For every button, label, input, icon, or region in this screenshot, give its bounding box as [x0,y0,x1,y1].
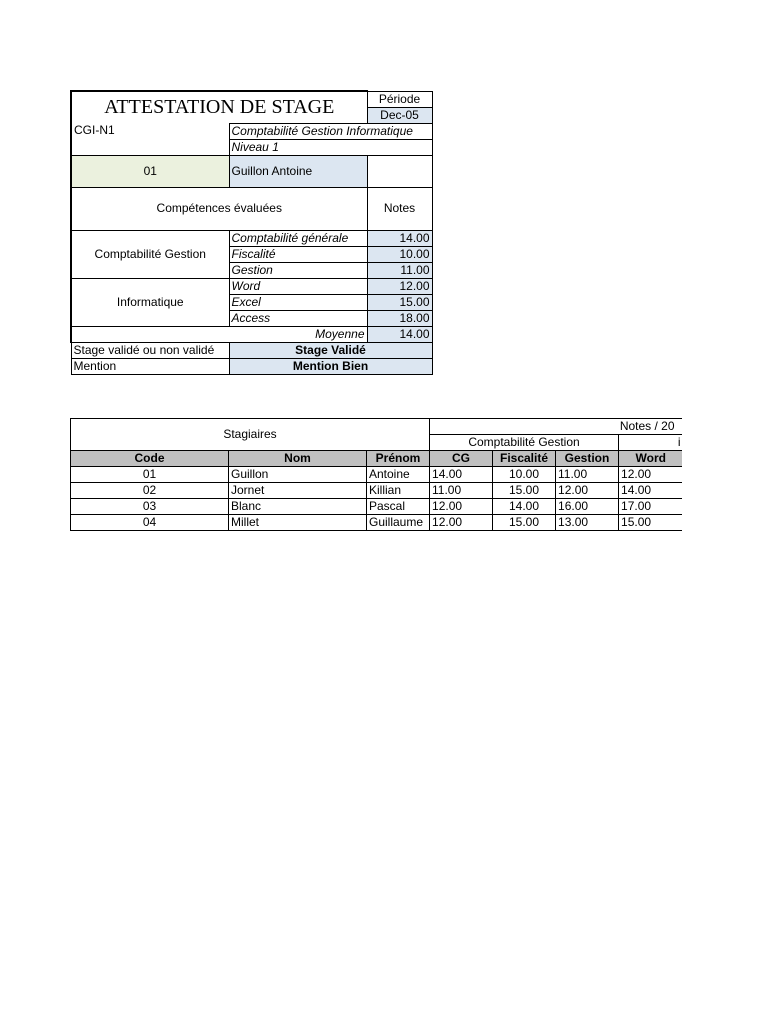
cell-note[interactable]: 15.00 [619,515,682,531]
table-row [71,499,683,515]
competence-label: Comptabilité générale [229,230,367,246]
cell-prenom[interactable]: Guillaume [367,515,430,531]
cell-note[interactable]: 15.00 [493,483,556,499]
cell-prenom[interactable]: Antoine [367,467,430,483]
cell-note[interactable]: 14.00 [493,499,556,515]
moyenne-label: Moyenne [71,326,367,342]
periode-value: Dec-05 [367,107,432,123]
cell-code[interactable]: 02 [71,483,229,499]
code-classe: CGI-N1 [71,123,229,155]
mention-value: Mention Bien [229,358,432,374]
competence-note: 12.00 [367,278,432,294]
stage-label: Stage validé ou non validé [71,342,229,358]
group-name: Comptabilité Gestion [71,230,229,278]
notes-sur-20-header: Notes / 20 [430,419,682,435]
competences-header: Compétences évaluées [71,187,367,230]
cell-note[interactable]: 14.00 [430,467,493,483]
periode-label: Période [367,91,432,107]
cell-note[interactable]: 14.00 [619,483,682,499]
mention-label: Mention [71,358,229,374]
cell-note[interactable]: 12.00 [430,499,493,515]
competence-note: 14.00 [367,230,432,246]
competence-label: Gestion [229,262,367,278]
competence-note: 10.00 [367,246,432,262]
notes-header: Notes [367,187,432,230]
table-row [71,515,683,531]
stagiaire-code: 01 [71,155,229,187]
attestation-title: ATTESTATION DE STAGE [71,91,367,123]
competence-note: 15.00 [367,294,432,310]
table-row [71,467,683,483]
cell-code[interactable]: 03 [71,499,229,515]
cell-note[interactable]: 10.00 [493,467,556,483]
column-header[interactable]: Gestion [556,451,619,467]
column-header[interactable]: Code [71,451,229,467]
cell-note[interactable]: 11.00 [556,467,619,483]
cell-nom[interactable]: Jornet [229,483,367,499]
stagiaire-nom: Guillon Antoine [229,155,367,187]
moyenne-value: 14.00 [367,326,432,342]
cell-prenom[interactable]: Killian [367,483,430,499]
niveau-label: Niveau 1 [229,139,432,155]
cell-nom[interactable]: Millet [229,515,367,531]
cell-nom[interactable]: Guillon [229,467,367,483]
cell-note[interactable]: 15.00 [493,515,556,531]
group-info-header: i [619,435,682,451]
column-header[interactable]: Fiscalité [493,451,556,467]
group-cg-header: Comptabilité Gestion [430,435,619,451]
column-header[interactable]: Prénom [367,451,430,467]
cell-note[interactable]: 12.00 [556,483,619,499]
column-header[interactable]: Nom [229,451,367,467]
competence-label: Word [229,278,367,294]
cell-note[interactable]: 13.00 [556,515,619,531]
cell-prenom[interactable]: Pascal [367,499,430,515]
cell-code[interactable]: 01 [71,467,229,483]
column-header[interactable]: CG [430,451,493,467]
cell-note[interactable]: 16.00 [556,499,619,515]
cell-note[interactable]: 17.00 [619,499,682,515]
stage-value: Stage Validé [229,342,432,358]
group-name: Informatique [71,278,229,326]
formation-label: Comptabilité Gestion Informatique [229,123,432,139]
cell-note[interactable]: 12.00 [430,515,493,531]
stagiaires-table [70,418,682,531]
cell-note[interactable]: 11.00 [430,483,493,499]
stagiaires-header: Stagiaires [71,419,430,451]
column-header[interactable]: Word [619,451,682,467]
cell-code[interactable]: 04 [71,515,229,531]
competence-note: 11.00 [367,262,432,278]
cell-note[interactable]: 12.00 [619,467,682,483]
competence-label: Fiscalité [229,246,367,262]
competence-label: Excel [229,294,367,310]
table-row [71,483,683,499]
competence-label: Access [229,310,367,326]
competence-note: 18.00 [367,310,432,326]
cell-nom[interactable]: Blanc [229,499,367,515]
